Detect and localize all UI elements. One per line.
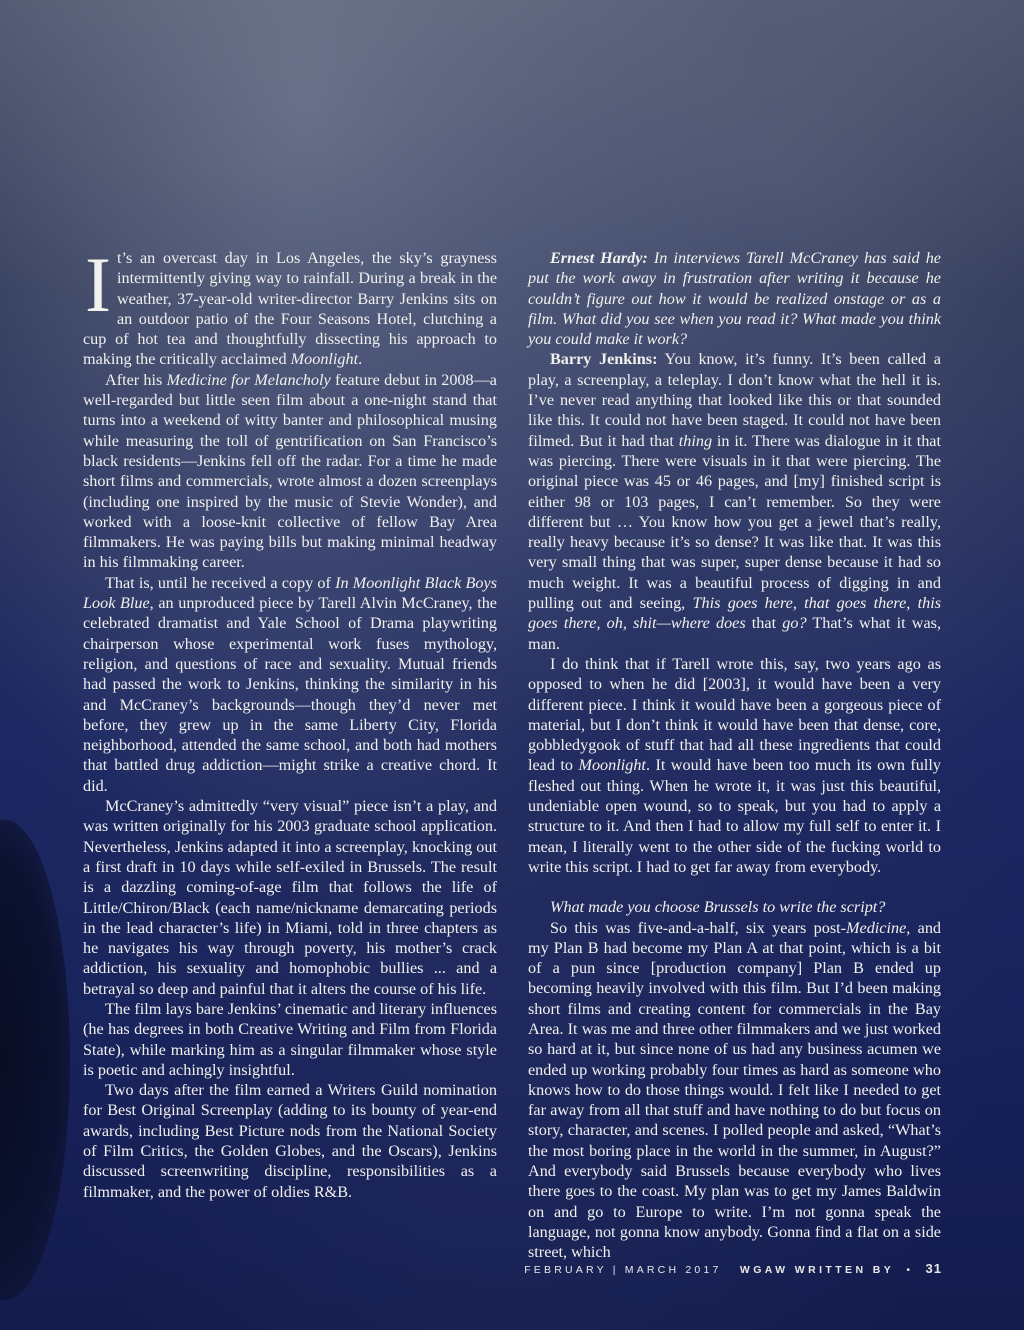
body-paragraph: The film lays bare Jenkins’ cinematic and literary influences (he has degrees in both Creative Writing and Film from Florida State), while marking him as a singular filmmaker whose style is poetic and achingly insightful. [83, 999, 497, 1079]
interview-answer: I do think that if Tarell wrote this, say, two years ago as opposed to when he did [2003], it would have been a very different piece. I think it would have been a gorgeous piece of material, but I don’t think it would have been that dense, core, gobbledygook of stuff that had all these ingredients that could lead to Moonlight. It would have been too much its own fully fleshed out thing. When he wrote it, it was just this beautiful, undeniable open wound, so to speak, but you had to apply a structure to it. And then I had to allow my full self to enter it. I mean, I literally went to the other side of the fucking world to write this script. I had to get far away from everybody. [528, 654, 941, 876]
intro-paragraph: It’s an overcast day in Los Angeles, the sky’s grayness intermittently giving way to rainfall. During a break in the weather, 37-year-old writer-director Barry Jenkins sits on an outdoor patio of the Four Seasons Hotel, clutching a cup of hot tea and thoughtfully dissecting his approach to making the critically acclaimed Moonlight. [83, 241, 497, 369]
magazine-name: WGAW WRITTEN BY [739, 1264, 895, 1276]
body-paragraph: Two days after the film earned a Writers Guild nomination for Best Original Screenplay (adding to its bounty of year-end awards, including Best Picture nods from the National Society of Film Critics, the Golden Globes, and the Oscars), Jenkins discussed screenwriting discipline, responsibilities as a filmmaker, and the power of oldies R&B. [83, 1081, 497, 1201]
interview-answer: So this was five-and-a-half, six years post-Medicine, and my Plan B had become my Plan A at that point, which is a bit of a pun since [production company] Plan B ended up becoming heavily involved with this film. But I’d been making short films and creating content for commercials in the Bay Area. It was me and three other filmmakers and we just worked so hard at it, but since none of us had any business acumen we ended up working probably four times as hard as someone who knows how to do those things would. I felt like I needed to get far away from all that stuff and have nothing to do but focus on story, character, and scenes. I polled people and asked, “What’s the most boring place in the world in the summer, in August?” And everybody said Brussels because everybody who lives there goes to the coast. My plan was to get my James Baldwin on and go to Europe to write. I’m not gonna speak the language, not gonna know anybody. Gonna find a flat on a side street, which [528, 918, 942, 1262]
article-left-column [83, 241, 497, 1202]
interview-answer: Barry Jenkins: You know, it’s funny. It’s been called a play, a screenplay, a teleplay. I don’t know what the hell it is. I’ve never read anything that looked like this or that sounded like this. It could not have been staged. It could not have been filmed. But it had that thing in it. There was dialogue in it that was piercing. There were visuals in it that were piercing. The original piece was 45 or 46 pages, and [my] finished script is either 98 or 103 pages, I can’t remember. So they were different but … You know how you get a jewel that’s really, really heavy because it’s so dense? It was like that. It was this very small thing that was super, super dense because it had so much weight. It was a beautiful process of digging in and pulling out and seeing, This goes here, that goes there, this goes there, oh, shit—where does that go? That’s what it was, man. [528, 350, 942, 653]
footer-bullet: • [906, 1264, 914, 1276]
body-paragraph: After his Medicine for Melancholy feature debut in 2008—a well-regarded but little seen film about a one-night stand that turns into a weekend of witty banter and philosophical musing while measuring the toll of gentrification on San Francisco’s black residents—Jenkins fell off the radar. For a time he made short films and commercials, wrote almost a dozen screenplays (including one inspired by the music of Stevie Wonder), and worked with a loose-knit collective of fellow Bay Area filmmakers. He was paying bills but making minimal headway in his filmmaking career. [83, 370, 497, 572]
page-footer [524, 1261, 942, 1276]
issue-date: FEBRUARY | MARCH 2017 [524, 1264, 722, 1276]
interviewee-name: Barry Jenkins: [550, 350, 658, 369]
drop-cap: I [85, 241, 111, 328]
article-right-column [528, 248, 941, 1263]
body-paragraph: That is, until he received a copy of In Moonlight Black Boys Look Blue, an unproduced piece by Tarell Alvin McCraney, the celebrated dramatist and Yale School of Drama playwriting chairperson whose experimental work fuses mythology, religion, and questions of race and sexuality. Mutual friends had passed the work to Jenkins, thinking the similarity in his and McCraney’s backgrounds—though they’d never met before, they grew up in the same Liberty City, Florida neighborhood, attended the same school, and both had mothers that battled drug addiction—might strike a creative chord. It did. [83, 573, 497, 795]
body-paragraph: McCraney’s admittedly “very visual” piece isn’t a play, and was written originally for his 2003 graduate school application. Nevertheless, Jenkins adapted it into a screenplay, knocking out a first draft in 10 days while self-exiled in Brussels. The result is a dazzling coming-of-age film that follows the life of Little/Chiron/Black (each name/nickname demarcating periods in the lead character’s life) in Miami, told in three chapters as he navigates his way through poverty, his mother’s crack addiction, his sexuality and homophobic bullies ... and a betrayal so deep and painful that it alters the course of his life. [83, 797, 497, 998]
page-number: 31 [925, 1261, 942, 1276]
interviewer-name: Ernest Hardy: [550, 249, 648, 267]
background-figure-shadow [0, 820, 70, 1300]
interview-question: Ernest Hardy: In interviews Tarell McCraney has said he put the work away in frustration after writing it because he couldn’t figure out how it would be realized onstage or as a film. What did you see when you read it? What made you think you could make it work? [528, 249, 941, 349]
interview-question: What made you choose Brussels to write the script? [550, 898, 886, 917]
